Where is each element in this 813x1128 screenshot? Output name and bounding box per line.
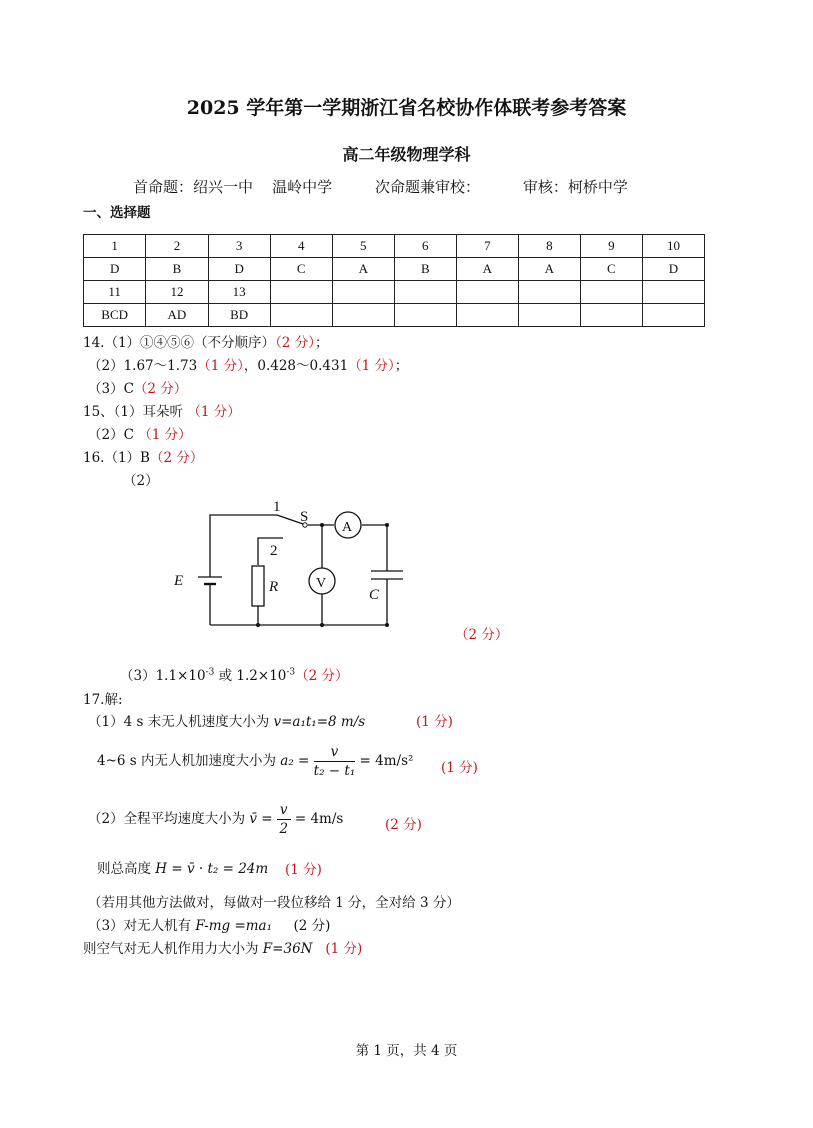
q14-sep2: ； <box>394 358 409 374</box>
table-cell <box>642 281 704 304</box>
q17-p2-text: 4~6 s 内无人机加速度大小为 <box>97 753 281 769</box>
table-cell: 4 <box>270 235 332 258</box>
q17-part2b <box>97 857 268 877</box>
q16-score2: （2 分） <box>455 627 509 643</box>
q15-answer1: 15、（1）耳朵听 <box>83 404 184 420</box>
q17-p2-fraction: $\frac{v}{\text{t₂ − t₁}}$ <box>313 744 356 779</box>
table-cell: 8 <box>518 235 580 258</box>
table-cell <box>332 304 394 327</box>
q16-score3: （2 分） <box>295 668 349 684</box>
page-title: 2025 学年第一学期浙江省名校协作体联考参考答案 <box>186 97 627 119</box>
junction-dot <box>320 523 324 527</box>
q17-part3b <box>83 937 362 957</box>
q17-p1-formula: v=a₁t₁=8 m/s <box>273 714 366 730</box>
q16-exp1: -3 <box>205 667 215 678</box>
table-cell: 5 <box>332 235 394 258</box>
q17-part3 <box>88 914 330 934</box>
q15-answer2: （2）C <box>88 427 134 443</box>
q15-score2: （1 分） <box>138 427 192 443</box>
q15-line1 <box>83 400 241 420</box>
q16-line2: （2） <box>123 473 159 489</box>
q16-answer3a: （3）1.1×10 <box>120 668 206 684</box>
q16-answer3b: 或 1.2×10 <box>214 668 287 684</box>
table-cell: 12 <box>146 281 208 304</box>
q17-p3-score: (2 分) <box>385 817 422 833</box>
table-cell: B <box>146 258 208 281</box>
q16-answer1: 16.（1）B <box>83 450 150 466</box>
q17-part2 <box>88 801 343 838</box>
table-cell <box>456 304 518 327</box>
q17-p2-lhs: a₂ = <box>280 753 310 769</box>
label-r: R <box>269 579 279 595</box>
q17-p1-score: (1 分) <box>416 714 453 730</box>
table-cell: 7 <box>456 235 518 258</box>
table-cell: D <box>208 258 270 281</box>
q14-sep1: ； <box>314 335 329 351</box>
table-cell <box>456 281 518 304</box>
q14-line1 <box>83 331 328 351</box>
q14-score2a: （1 分） <box>197 358 244 374</box>
table-cell: 6 <box>394 235 456 258</box>
q17-p7-text: 则空气对无人机作用力大小为 <box>83 941 263 957</box>
q14-score2b: （1 分） <box>348 358 395 374</box>
q17-p3-fraction: $\frac{v}{2}$ <box>277 801 291 838</box>
table-cell <box>270 304 332 327</box>
table-cell <box>580 281 642 304</box>
table-cell: 13 <box>208 281 270 304</box>
label-c: C <box>369 587 380 603</box>
q17-p6-text: （3）对无人机有 <box>88 918 196 934</box>
table-cell: 1 <box>84 235 146 258</box>
label-v: V <box>316 576 327 591</box>
page-footer: 第 1 页，共 4 页 <box>355 1043 458 1059</box>
table-cell <box>580 304 642 327</box>
q14-answer3: （3）C <box>88 381 134 397</box>
table-cell: C <box>580 258 642 281</box>
q17-p4-score: (1 分) <box>285 862 322 878</box>
q14-score1: （2 分） <box>275 335 315 351</box>
table-cell: AD <box>146 304 208 327</box>
table-cell <box>270 281 332 304</box>
q17-p1-text: （1）4 s 末无人机速度大小为 <box>88 714 274 730</box>
q17-p6-score: (2 分) <box>293 918 331 934</box>
q14-line2 <box>88 354 408 374</box>
table-cell: A <box>456 258 518 281</box>
resistor-symbol <box>252 566 264 606</box>
q16-line3 <box>120 664 349 684</box>
q17-part1b <box>97 743 413 780</box>
table-cell: A <box>518 258 580 281</box>
wire-top-left <box>210 515 277 573</box>
author-line: 首命题：绍兴一中 温岭中学 次命题兼审校： 审核：柯桥中学 <box>133 178 628 196</box>
table-cell <box>642 304 704 327</box>
table-cell: BD <box>208 304 270 327</box>
table-cell <box>394 304 456 327</box>
table-row <box>84 258 705 281</box>
q17-p3-text: （2）全程平均速度大小为 <box>88 811 250 827</box>
junction-dot <box>385 523 389 527</box>
table-cell: D <box>84 258 146 281</box>
q14-line3 <box>88 377 187 397</box>
table-cell <box>332 281 394 304</box>
table-cell: B <box>394 258 456 281</box>
table-row <box>84 304 705 327</box>
choice-answer-table <box>83 234 705 327</box>
table-cell: BCD <box>84 304 146 327</box>
q17-part1 <box>88 710 365 730</box>
circuit-diagram <box>165 493 415 633</box>
q17-p3-result: = 4m/s <box>294 811 344 827</box>
table-cell: 3 <box>208 235 270 258</box>
table-cell: 11 <box>84 281 146 304</box>
q14-answer2b: ，0.428～0.431 <box>243 358 349 374</box>
q15-score1: （1 分） <box>187 404 241 420</box>
q17-p2-result: = 4m/s² <box>359 753 414 769</box>
junction-dot <box>385 623 389 627</box>
q17-p2-score: (1 分) <box>441 760 478 776</box>
q17-p7-score: (1 分) <box>325 941 363 957</box>
table-row <box>84 235 705 258</box>
q17-p4-text: 则总高度 <box>97 861 156 877</box>
label-contact-2: 2 <box>270 543 278 559</box>
label-s: S <box>300 509 309 525</box>
table-cell <box>394 281 456 304</box>
q16-score1: （2 分） <box>149 450 204 466</box>
junction-dot <box>320 623 324 627</box>
table-cell: D <box>642 258 704 281</box>
q15-line2 <box>88 423 192 443</box>
q17-p4-formula: H = v̄ · t₂ = 24m <box>155 861 269 877</box>
junction-dot <box>256 623 260 627</box>
q14-answer1: 14.（1）①④⑤⑥（不分顺序） <box>83 335 276 351</box>
q16-exp2: -3 <box>286 667 296 678</box>
q17-p6-formula: F-mg =ma₁ <box>195 918 273 934</box>
table-cell <box>518 304 580 327</box>
label-a: A <box>342 520 353 535</box>
section-heading: 一、选择题 <box>83 205 151 221</box>
q17-note: （若用其他方法做对，每做对一段位移给 1 分，全对给 3 分） <box>88 895 460 911</box>
label-e: E <box>174 573 184 589</box>
q17-label: 17.解: <box>83 692 123 708</box>
subject-title: 高二年级物理学科 <box>342 145 471 164</box>
q16-line1 <box>83 446 203 466</box>
table-cell: 2 <box>146 235 208 258</box>
table-cell <box>518 281 580 304</box>
q14-answer2a: （2）1.67～1.73 <box>88 358 198 374</box>
table-cell: C <box>270 258 332 281</box>
q17-p7-formula: F=36N <box>262 941 313 957</box>
table-cell: A <box>332 258 394 281</box>
table-cell: 9 <box>580 235 642 258</box>
table-cell: 10 <box>642 235 704 258</box>
q14-score3: （2 分） <box>133 381 188 397</box>
table-row <box>84 281 705 304</box>
q17-p3-lhs: v̄ = <box>249 811 273 827</box>
label-contact-1: 1 <box>273 499 281 515</box>
